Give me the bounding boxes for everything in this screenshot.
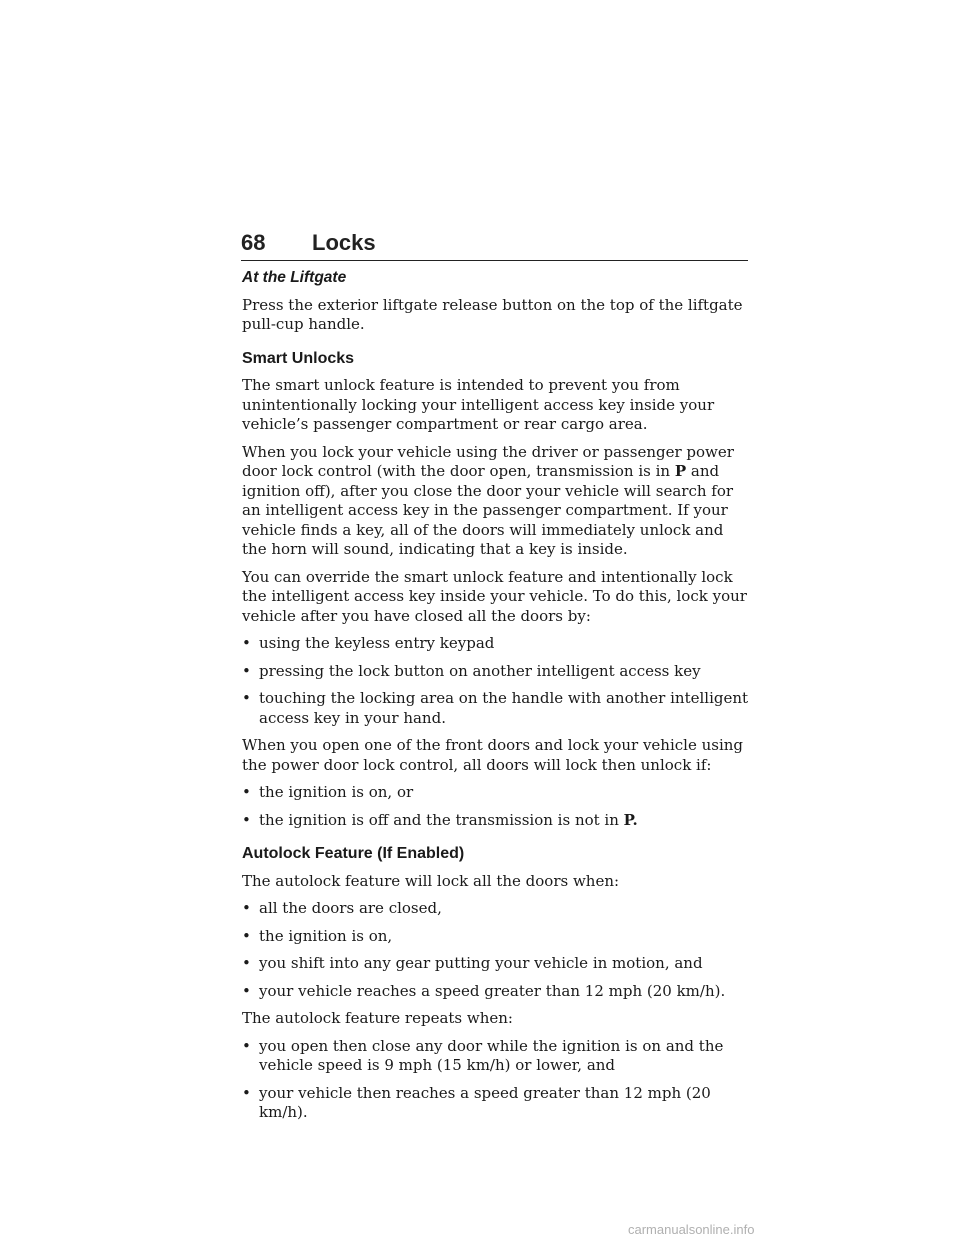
list-item-text: your vehicle then reaches a speed greater than 12 mph (20 km/h). (259, 1083, 711, 1121)
text-span: and ignition off), after you close the door your vehicle will search for an intelligent access key in the passenger compartment. If your vehicle finds a key, all of the doors will immediately unlock and the horn will sound, indicating that a key is inside. (242, 462, 734, 558)
list-item (242, 783, 750, 803)
page-number: 68 (241, 230, 266, 255)
list-item (242, 982, 750, 1002)
condition-bullet-list (242, 783, 750, 830)
list-item-text: your vehicle reaches a speed greater than 12 mph (20 km/h). (259, 981, 726, 1000)
list-item (242, 1084, 750, 1123)
bullet-icon: • (242, 783, 251, 801)
override-bullet-list (242, 634, 750, 728)
liftgate-paragraph: Press the exterior liftgate release button on the top of the liftgate pull-cup handle. (242, 295, 743, 333)
autolock-intro: The autolock feature will lock all the doors when: (242, 871, 620, 890)
liftgate-heading: At the Liftgate (242, 269, 347, 286)
page-content (242, 268, 750, 1131)
bullet-icon: • (242, 1036, 251, 1055)
gear-p-label: P. (623, 810, 638, 829)
list-item (242, 1037, 750, 1076)
chapter-title: Locks (312, 230, 376, 255)
list-item-text: all the doors are closed, (259, 899, 442, 917)
list-item (242, 662, 750, 682)
smart-unlocks-heading: Smart Unlocks (242, 349, 355, 367)
list-item (242, 899, 750, 919)
bullet-icon: • (242, 981, 251, 1000)
bullet-icon: • (242, 634, 251, 652)
list-item (242, 634, 750, 654)
list-item (242, 811, 750, 831)
list-item (242, 927, 750, 947)
bullet-icon: • (242, 810, 251, 829)
bullet-icon: • (242, 661, 251, 680)
autolock-heading: Autolock Feature (If Enabled) (242, 845, 465, 862)
list-item-text: touching the locking area on the handle with another intelligent access key in your hand. (259, 689, 749, 727)
list-item-text: the ignition is on, or (259, 783, 414, 801)
list-item-text: pressing the lock button on another intelligent access key (259, 661, 701, 680)
list-item-text: the ignition is off and the transmission is not in (259, 810, 624, 829)
list-item-text: you shift into any gear putting your vehicle in motion, and (259, 954, 703, 972)
bullet-icon: • (242, 1083, 251, 1102)
autolock-repeat-intro: The autolock feature repeats when: (242, 1009, 513, 1027)
smart-unlocks-intro: The smart unlock feature is intended to prevent you from unintentionally locking your intelligent access key inside your vehicle’s passenger compartment or rear cargo area. (242, 376, 715, 433)
autolock-repeat-bullet-list (242, 1037, 750, 1123)
text-span: When you lock your vehicle using the driver or passenger power door lock control (with the door open, transmission is in (242, 442, 734, 480)
bullet-icon: • (242, 689, 251, 707)
bullet-icon: • (242, 954, 251, 972)
list-item (242, 954, 750, 974)
override-paragraph: You can override the smart unlock feature and intentionally lock the intelligent access key inside your vehicle. To do this, lock your vehicle after you have closed all the doors by: (242, 567, 747, 625)
watermark: carmanualsonline.info (628, 1222, 755, 1237)
list-item-text: you open then close any door while the ignition is on and the vehicle speed is 9 mph (15 km/h) or lower, and (259, 1036, 724, 1074)
gear-p-label: P (674, 462, 687, 480)
smart-unlocks-lock-paragraph (242, 443, 750, 560)
autolock-bullet-list (242, 899, 750, 1001)
list-item (242, 689, 750, 728)
bullet-icon: • (242, 926, 251, 945)
front-door-paragraph: When you open one of the front doors and lock your vehicle using the power door lock control, all doors will lock then unlock if: (242, 736, 744, 774)
bullet-icon: • (242, 899, 251, 917)
page-header (241, 230, 748, 261)
list-item-text: the ignition is on, (259, 926, 393, 945)
list-item-text: using the keyless entry keypad (259, 634, 495, 652)
